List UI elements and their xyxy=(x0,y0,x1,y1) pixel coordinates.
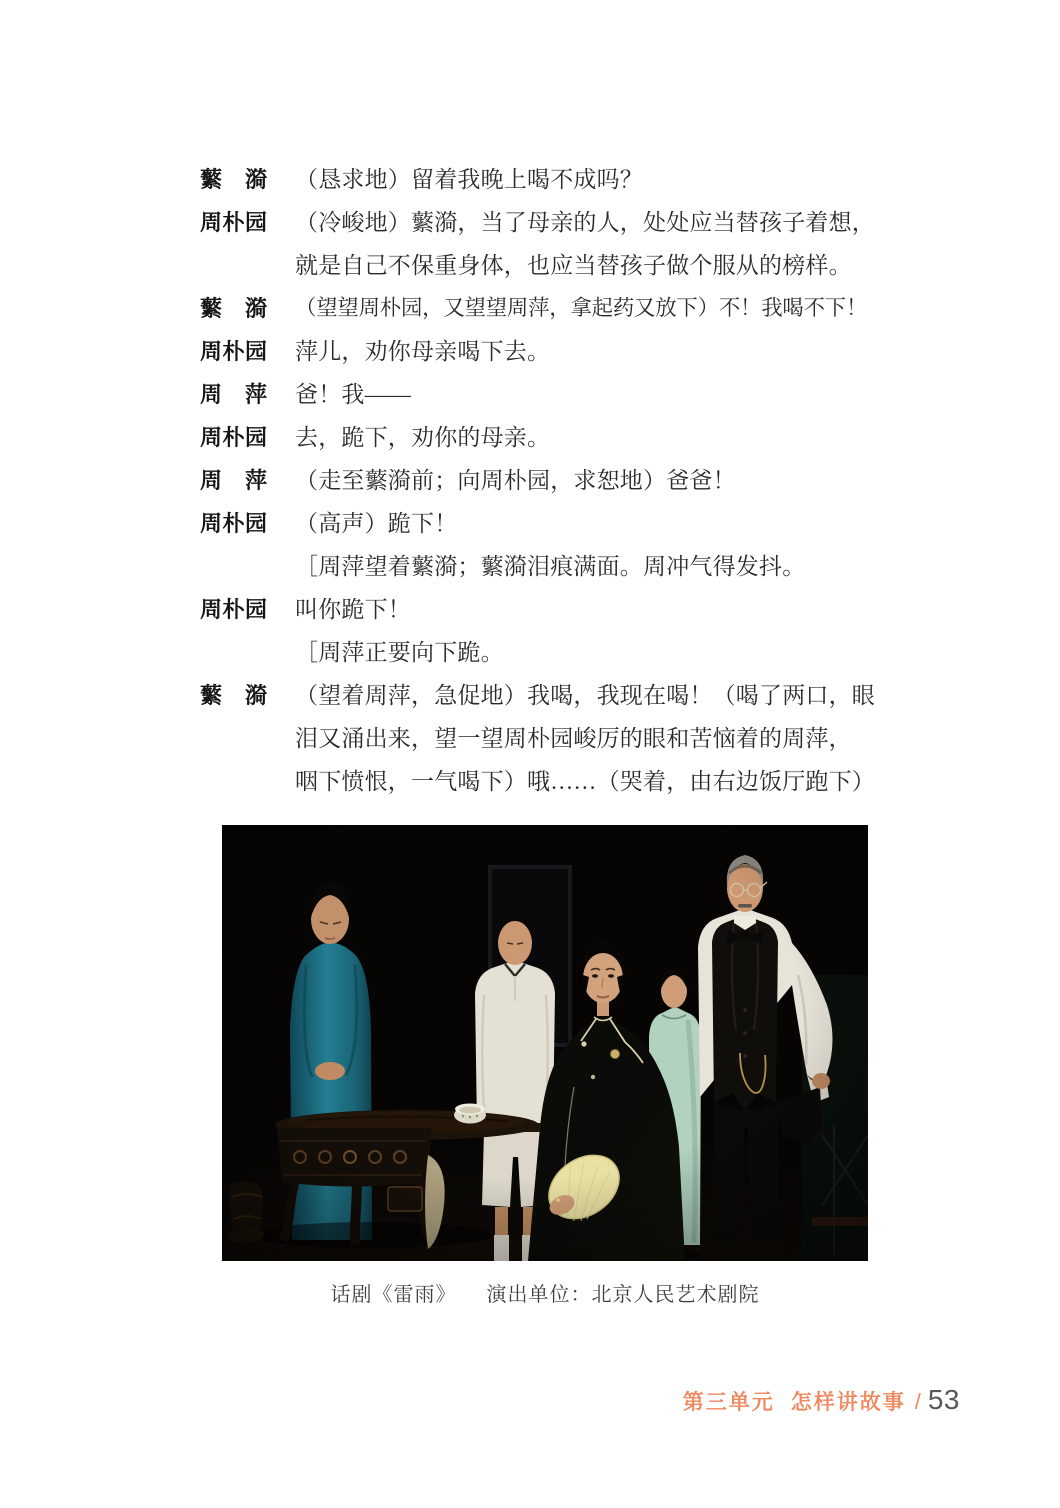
dialogue-entry xyxy=(200,502,900,545)
speech-text xyxy=(295,373,900,416)
speech-text xyxy=(295,287,900,330)
speech-text xyxy=(295,674,900,803)
speech-text xyxy=(295,416,900,459)
script-line: 就是自己不保重身体，也应当替孩子做个服从的榜样。 xyxy=(295,253,852,278)
caption-title: 话剧《雷雨》 xyxy=(330,1284,457,1306)
speaker-name: 周 萍 xyxy=(200,468,268,493)
script-line: 咽下愤恨，一气喝下）哦……（哭着，由右边饭厅跑下） xyxy=(295,769,875,794)
script-line: 叫你跪下！ xyxy=(295,597,411,622)
speaker-name: 周 萍 xyxy=(200,382,268,407)
speaker-name: 蘩 漪 xyxy=(200,167,268,192)
script-line: （走至蘩漪前；向周朴园，求恕地）爸爸！ xyxy=(295,468,736,493)
script-block xyxy=(200,158,900,803)
unit-label: 第三单元 xyxy=(682,1391,775,1414)
page-footer xyxy=(683,1384,960,1416)
speaker-name: 周朴园 xyxy=(200,597,268,622)
stage-text xyxy=(295,545,900,588)
speech-text xyxy=(295,201,900,287)
dialogue-entry xyxy=(200,287,900,330)
speech-text xyxy=(295,459,900,502)
dialogue-entry xyxy=(200,373,900,416)
speech-text xyxy=(295,502,900,545)
stage-scene xyxy=(222,825,868,1261)
dialogue-entry xyxy=(200,674,900,803)
speaker-name: 周朴园 xyxy=(200,511,268,536)
photo-caption xyxy=(222,1282,868,1308)
page-number: 53 xyxy=(927,1384,960,1415)
speaker-name: 周朴园 xyxy=(200,339,268,364)
speech-text xyxy=(295,330,900,373)
script-line: 泪又涌出来，望一望周朴园峻厉的眼和苦恼着的周萍， xyxy=(295,726,852,751)
photo-vignette xyxy=(222,825,868,1261)
script-line: （高声）跪下！ xyxy=(295,511,458,536)
footer-separator: / xyxy=(914,1389,921,1414)
unit-title: 怎样讲故事 xyxy=(790,1391,906,1414)
production-photo xyxy=(222,825,868,1261)
dialogue-entry xyxy=(200,459,900,502)
script-line: 爸！我—— xyxy=(295,382,411,407)
speech-text xyxy=(295,158,900,201)
speech-text xyxy=(295,588,900,631)
stage-direction xyxy=(200,631,900,674)
stage-text xyxy=(295,631,900,674)
script-line: （望着周萍，急促地）我喝，我现在喝！（喝了两口，眼 xyxy=(295,683,875,708)
dialogue-entry xyxy=(200,158,900,201)
script-line: （冷峻地）蘩漪，当了母亲的人，处处应当替孩子着想， xyxy=(295,210,875,235)
dialogue-entry xyxy=(200,588,900,631)
speaker-name: 蘩 漪 xyxy=(200,296,268,321)
script-line: ［周萍正要向下跪。 xyxy=(295,640,504,665)
dialogue-entry xyxy=(200,416,900,459)
script-line: 去，跪下，劝你的母亲。 xyxy=(295,425,551,450)
dialogue-entry xyxy=(200,201,900,287)
script-line: （望望周朴园，又望望周萍，拿起药又放下）不！我喝不下！ xyxy=(295,296,868,320)
speaker-name: 周朴园 xyxy=(200,210,268,235)
script-line: ［周萍望着蘩漪；蘩漪泪痕满面。周冲气得发抖。 xyxy=(295,554,806,579)
stage-direction xyxy=(200,545,900,588)
script-line: （恳求地）留着我晚上喝不成吗？ xyxy=(295,167,643,192)
script-line: 萍儿，劝你母亲喝下去。 xyxy=(295,339,551,364)
speaker-name: 蘩 漪 xyxy=(200,683,268,708)
dialogue-entry xyxy=(200,330,900,373)
caption-credit: 演出单位：北京人民艺术剧院 xyxy=(486,1284,760,1306)
speaker-name: 周朴园 xyxy=(200,425,268,450)
